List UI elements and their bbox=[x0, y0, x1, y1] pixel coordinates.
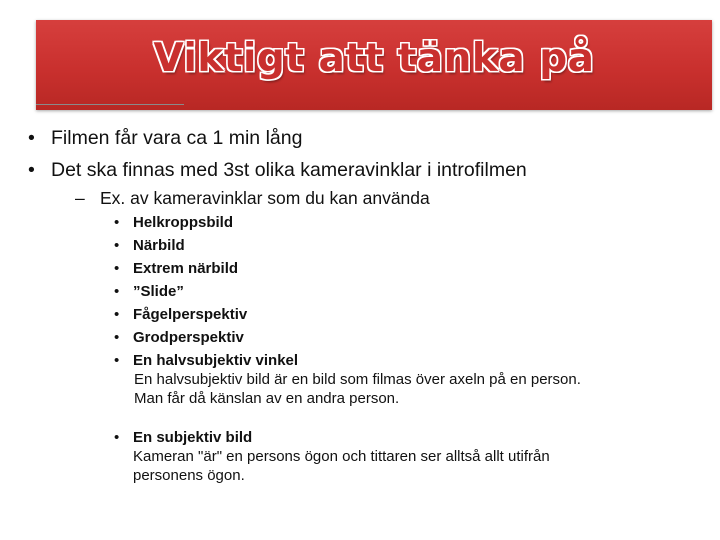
dash-icon: – bbox=[75, 188, 85, 208]
angle-label: Grodperspektiv bbox=[133, 329, 244, 346]
angle-label: Närbild bbox=[133, 237, 185, 254]
angle-label: En halvsubjektiv vinkel bbox=[133, 352, 299, 369]
halvsubjektiv-description-line: Man får då känslan av en andra person. bbox=[134, 390, 400, 407]
angle-label: Fågelperspektiv bbox=[133, 306, 248, 323]
bullet-icon: • bbox=[114, 306, 120, 323]
subjektiv-description-line: personens ögon. bbox=[133, 467, 245, 484]
bullet-icon: • bbox=[114, 429, 120, 446]
angle-label: ”Slide” bbox=[133, 283, 184, 300]
angle-label: En subjektiv bild bbox=[133, 429, 253, 446]
bullet-camera-angles bbox=[28, 159, 527, 182]
bullet-icon: • bbox=[114, 283, 120, 300]
bullet-duration bbox=[28, 127, 302, 150]
angle-item bbox=[114, 328, 244, 347]
sub-bullet-text: Ex. av kameravinklar som du kan använda bbox=[100, 188, 430, 208]
angle-item bbox=[114, 213, 233, 232]
slide-title: Viktigt att tänka på bbox=[153, 36, 595, 81]
angle-label: Extrem närbild bbox=[133, 260, 239, 277]
bullet-icon: • bbox=[114, 352, 120, 369]
bullet-icon: • bbox=[114, 237, 120, 254]
angle-label: Helkroppsbild bbox=[133, 214, 234, 231]
angle-item bbox=[114, 351, 298, 370]
bullet-icon: • bbox=[28, 127, 35, 149]
bullet-icon: • bbox=[114, 214, 120, 231]
bullet-icon: • bbox=[114, 329, 120, 346]
angle-item bbox=[114, 282, 184, 301]
title-underline bbox=[36, 104, 184, 105]
bullet-icon: • bbox=[114, 260, 120, 277]
sub-bullet-examples bbox=[75, 188, 430, 209]
angle-item bbox=[114, 259, 238, 278]
bullet-text: Det ska finnas med 3st olika kameravinklar i introfilmen bbox=[51, 159, 527, 181]
halvsubjektiv-description-line: En halvsubjektiv bild är en bild som filmas över axeln på en person. bbox=[134, 371, 581, 388]
title-banner bbox=[36, 20, 712, 110]
angle-item bbox=[114, 236, 185, 255]
bullet-icon: • bbox=[28, 159, 35, 181]
angle-item-subjektiv bbox=[114, 428, 252, 447]
angle-item bbox=[114, 305, 247, 324]
bullet-text: Filmen får vara ca 1 min lång bbox=[51, 127, 303, 149]
subjektiv-description-line: Kameran "är" en persons ögon och tittaren ser alltså allt utifrån bbox=[133, 448, 550, 465]
